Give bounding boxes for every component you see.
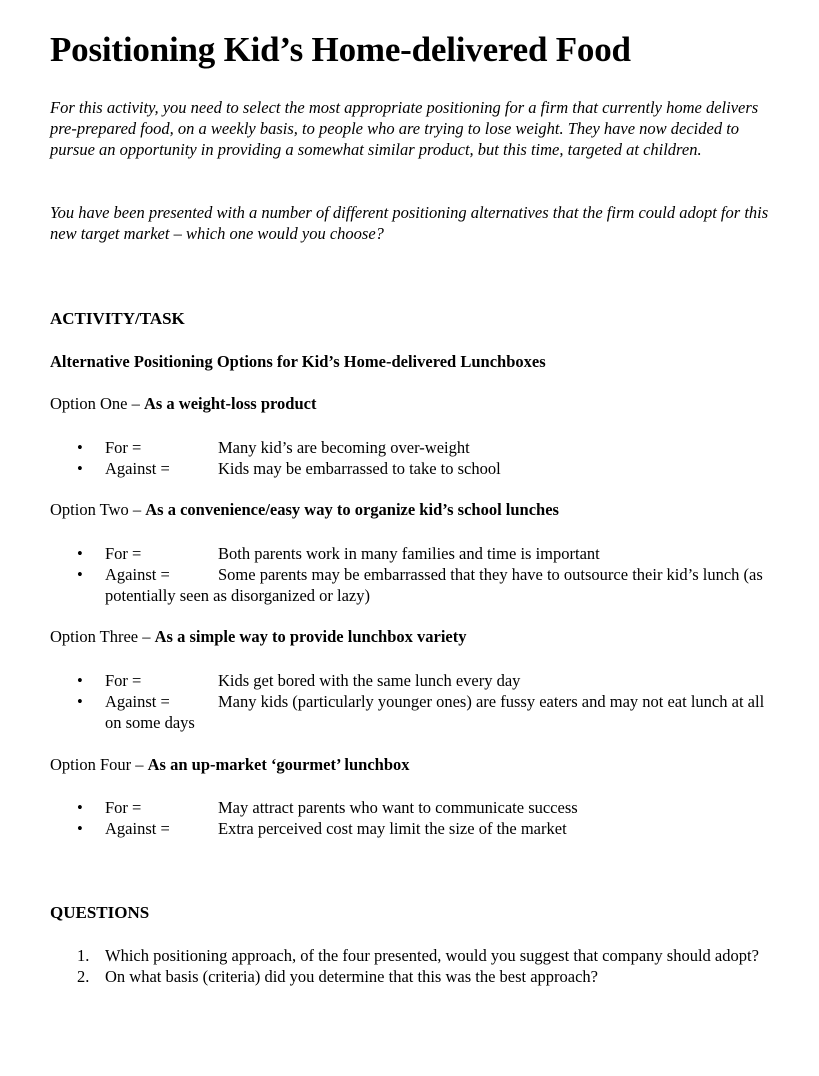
against-label: Against = <box>105 459 170 478</box>
bullet-icon: • <box>77 565 83 584</box>
option-prefix: Option One – <box>50 394 144 413</box>
question-number: 2. <box>77 967 90 986</box>
intro-paragraph: For this activity, you need to select the most appropriate positioning for a firm that currently home delivers pre-prepared food, on a weekly basis, to people who are trying to lose weight. They have now decided to pursue an opportunity in providing a somewhat similar product, but this time, targeted at children. <box>50 98 759 159</box>
questions-list <box>50 945 770 987</box>
question-text: On what basis (criteria) did you determine that this was the best approach? <box>105 967 599 986</box>
option-name: As a weight-loss product <box>143 394 317 413</box>
activity-heading: ACTIVITY/TASK <box>50 309 185 328</box>
option-four-heading <box>50 755 410 775</box>
bullet-icon: • <box>77 819 83 838</box>
against-label: Against = <box>105 692 170 711</box>
question-item <box>50 966 770 987</box>
for-point <box>50 437 770 458</box>
bullet-icon: • <box>77 438 83 457</box>
option-two-heading <box>50 500 559 520</box>
against-point <box>50 691 770 733</box>
for-text: Kids get bored with the same lunch every day <box>218 671 521 690</box>
questions-heading: QUESTIONS <box>50 903 150 922</box>
bullet-icon: • <box>77 798 83 817</box>
option-prefix: Option Four – <box>50 755 148 774</box>
option-two-points <box>50 543 770 606</box>
alternatives-heading: Alternative Positioning Options for Kid’s Home-delivered Lunchboxes <box>50 352 546 371</box>
option-prefix: Option Two – <box>50 500 146 519</box>
bullet-icon: • <box>77 671 83 690</box>
option-one-heading <box>50 394 316 414</box>
against-text: Some parents may be embarrassed that they have to outsource their kid’s lunch (as potentially seen as disorganized or lazy) <box>105 565 763 605</box>
against-point <box>50 564 770 606</box>
for-label: For = <box>105 671 142 690</box>
for-point <box>50 670 770 691</box>
option-three-points <box>50 670 770 733</box>
document-title: Positioning Kid’s Home-delivered Food <box>50 30 631 69</box>
against-label: Against = <box>105 565 170 584</box>
for-label: For = <box>105 544 142 563</box>
for-text: May attract parents who want to communicate success <box>218 798 578 817</box>
option-name: As a simple way to provide lunchbox variety <box>154 627 467 646</box>
for-text: Both parents work in many families and time is important <box>218 544 600 563</box>
option-one-points <box>50 437 770 479</box>
option-name: As an up-market ‘gourmet’ lunchbox <box>147 755 410 774</box>
option-three-heading <box>50 627 466 647</box>
against-point <box>50 818 770 839</box>
bullet-icon: • <box>77 459 83 478</box>
against-point <box>50 458 770 479</box>
against-label: Against = <box>105 819 170 838</box>
option-prefix: Option Three – <box>50 627 155 646</box>
against-text: Kids may be embarrassed to take to school <box>218 459 501 478</box>
against-text: Extra perceived cost may limit the size of the market <box>218 819 567 838</box>
for-point <box>50 797 770 818</box>
for-text: Many kid’s are becoming over-weight <box>218 438 470 457</box>
bullet-icon: • <box>77 692 83 711</box>
for-label: For = <box>105 798 142 817</box>
for-label: For = <box>105 438 142 457</box>
option-name: As a convenience/easy way to organize kid’s school lunches <box>145 500 559 519</box>
for-point <box>50 543 770 564</box>
question-text: Which positioning approach, of the four presented, would you suggest that company should adopt? <box>105 946 759 965</box>
intro-paragraph: You have been presented with a number of different positioning alternatives that the firm could adopt for this new target market – which one would you choose? <box>50 203 769 243</box>
against-text: Many kids (particularly younger ones) are fussy eaters and may not eat lunch at all on some days <box>105 692 765 732</box>
question-number: 1. <box>77 946 90 965</box>
option-four-points <box>50 797 770 839</box>
bullet-icon: • <box>77 544 83 563</box>
question-item <box>50 945 770 966</box>
